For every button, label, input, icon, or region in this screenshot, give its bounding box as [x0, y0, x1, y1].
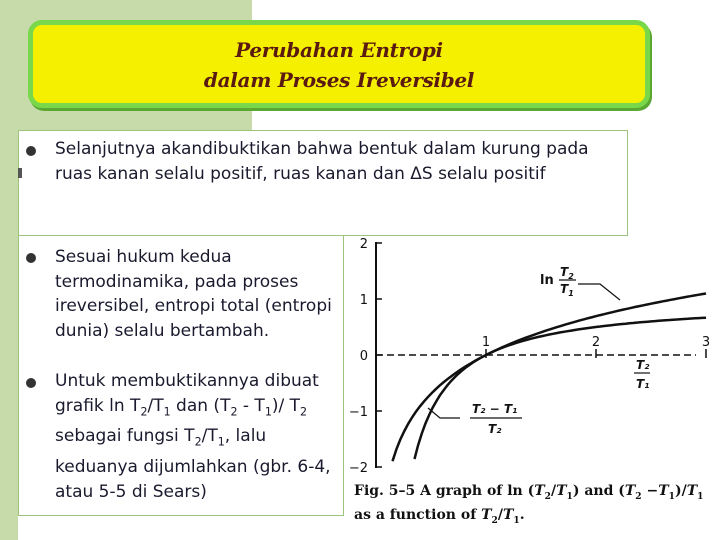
label-ln-denominator: $T_1$ — [560, 282, 574, 298]
label-ln-numerator: $T_2$ — [560, 265, 574, 281]
title-box — [28, 20, 650, 108]
bullet-1-text: Selanjutnya akandibuktikan bahwa bentuk dalam kurung pada ruas kanan selalu positif, ruas kanan dan ΔS selalu positif — [55, 139, 589, 184]
x-tick-label: 2 — [591, 335, 601, 350]
figure-caption: Fig. 5–5 A graph of $\ln (T_2/T_1)$ and $(T_2 -T_1)/T_1$ as a function of $T_2/T_1$. — [354, 483, 704, 526]
curve-ln-t2-t1 — [393, 294, 707, 462]
leader-ln — [578, 284, 620, 300]
axis-label-t1: T₁ — [636, 377, 650, 391]
label-diff: T₂ − T₁ — [472, 402, 518, 416]
bullet-dot-icon — [26, 253, 36, 263]
small-marker — [18, 168, 22, 178]
y-tick-label: 2 — [359, 237, 368, 252]
entropy-graph — [344, 232, 720, 482]
bullet-dot-icon — [26, 378, 36, 388]
x-tick-label: 1 — [481, 335, 491, 350]
y-tick-label: 0 — [359, 349, 368, 364]
label-ln: ln — [540, 273, 554, 288]
title-line-1: Perubahan Entropi — [235, 38, 443, 62]
y-tick-label: 1 — [359, 293, 368, 308]
axis-label-t2: T₂ — [636, 358, 650, 372]
title-line-2: dalam Proses Ireversibel — [203, 68, 475, 92]
left-accent-strip — [0, 0, 18, 540]
curve-t2-minus-t1-over-t2 — [415, 318, 707, 459]
x-tick-label: 3 — [701, 335, 711, 350]
bullet-dot-icon — [26, 146, 36, 156]
bullet-2-text: Sesuai hukum kedua termodinamika, pada proses ireversibel, entropi total (entropi dunia) selalu bertambah. — [55, 247, 332, 341]
y-tick-label: −2 — [348, 461, 368, 476]
label-diff-denominator: T₂ — [488, 422, 502, 436]
entropy-graph-figure — [344, 232, 720, 540]
bullet-3-text: Untuk membuktikannya dibuat grafik $\ln T_2/T_1$ dan $(T_2 - T_1)/$ $T_2$ sebagai fungsi $T_2/T_1$, lalu keduanya dijumlahkan (gbr. 6-4, atau 5-5 di Sears) — [55, 371, 331, 502]
y-tick-label: −1 — [348, 405, 368, 420]
